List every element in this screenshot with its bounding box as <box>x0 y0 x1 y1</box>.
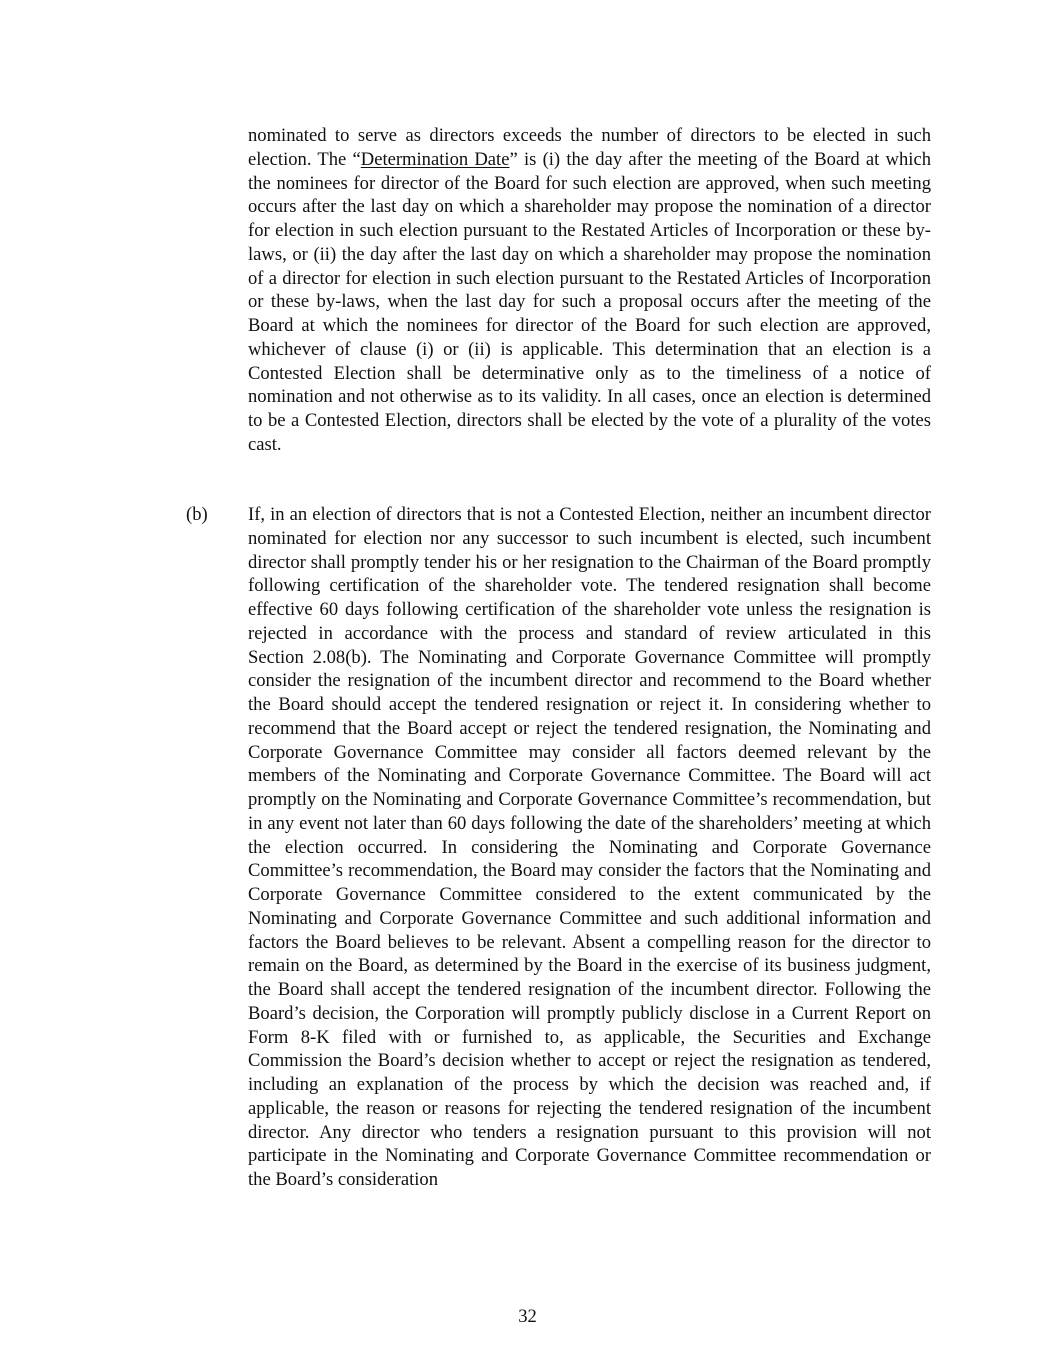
page-number: 32 <box>518 1306 537 1327</box>
section-b-paragraph: If, in an election of directors that is not a Contested Election, neither an incumbent director nominated for election nor any successor to such incumbent is elected, such incumbent director shall promptly tender his or her resignation to the Chairman of the Board promptly following certification of the shareholder vote. The tendered resignation shall become effective 60 days following certification of the shareholder vote unless the resignation is rejected in accordance with the process and standard of review articulated in this Section 2.08(b). The Nominating and Corporate Governance Committee will promptly consider the resignation of the incumbent director and recommend to the Board whether the Board should accept the tendered resignation or reject it. In considering whether to recommend that the Board accept or reject the tendered resignation, the Nominating and Corporate Governance Committee may consider all factors deemed relevant by the members of the Nominating and Corporate Governance Committee. The Board will act promptly on the Nominating and Corporate Governance Committee’s recommendation, but in any event not later than 60 days following the date of the shareholders’ meeting at which the election occurred. In considering the Nominating and Corporate Governance Committee’s recommendation, the Board may consider the factors that the Nominating and Corporate Governance Committee considered to the extent communicated by the Nominating and Corporate Governance Committee and such additional information and factors the Board believes to be relevant. Absent a compelling reason for the director to remain on the Board, as determined by the Board in the exercise of its business judgment, the Board shall accept the tendered resignation of the incumbent director. Following the Board’s decision, the Corporation will promptly publicly disclose in a Current Report on Form 8-K filed with or furnished to, as applicable, the Securities and Exchange Commission the Board’s decision whether to accept or reject the resignation as tendered, including an explanation of the process by which the decision was reached and, if applicable, the reason or reasons for rejecting the tendered resignation of the incumbent director. Any director who tenders a resignation pursuant to this provision will not participate in the Nominating and Corporate Governance Committee recommendation or the Board’s consideration <box>248 504 931 1190</box>
continued-paragraph-text-end: ” is (i) the day after the meeting of the Board at which the nominees for director of the Board for such election are approved, when such meeting occurs after the last day on which a shareholder may propose the nomination of a director for election in such election pursuant to the Restated Articles of Incorporation or these by-laws, or (ii) the day after the last day on which a shareholder may propose the nomination of a director for election in such election pursuant to the Restated Articles of Incorporation or these by-laws, when the last day for such a proposal occurs after the meeting of the Board at which the nominees for director of the Board for such election are approved, whichever of clause (i) or (ii) is applicable. This determination that an election is a Contested Election shall be determinative only as to the timeliness of a notice of nomination and not otherwise as to its validity. In all cases, once an election is determined to be a Contested Election, directors shall be elected by the vote of a plurality of the votes cast. <box>248 148 932 455</box>
continued-paragraph-text-start: nominated to serve as directors exceeds the number of directors to be elected in such election. The “ <box>248 125 931 170</box>
continued-paragraph <box>248 124 931 457</box>
section-b-label: (b) <box>186 504 208 525</box>
defined-term-determination-date: Determination Date <box>360 148 510 170</box>
